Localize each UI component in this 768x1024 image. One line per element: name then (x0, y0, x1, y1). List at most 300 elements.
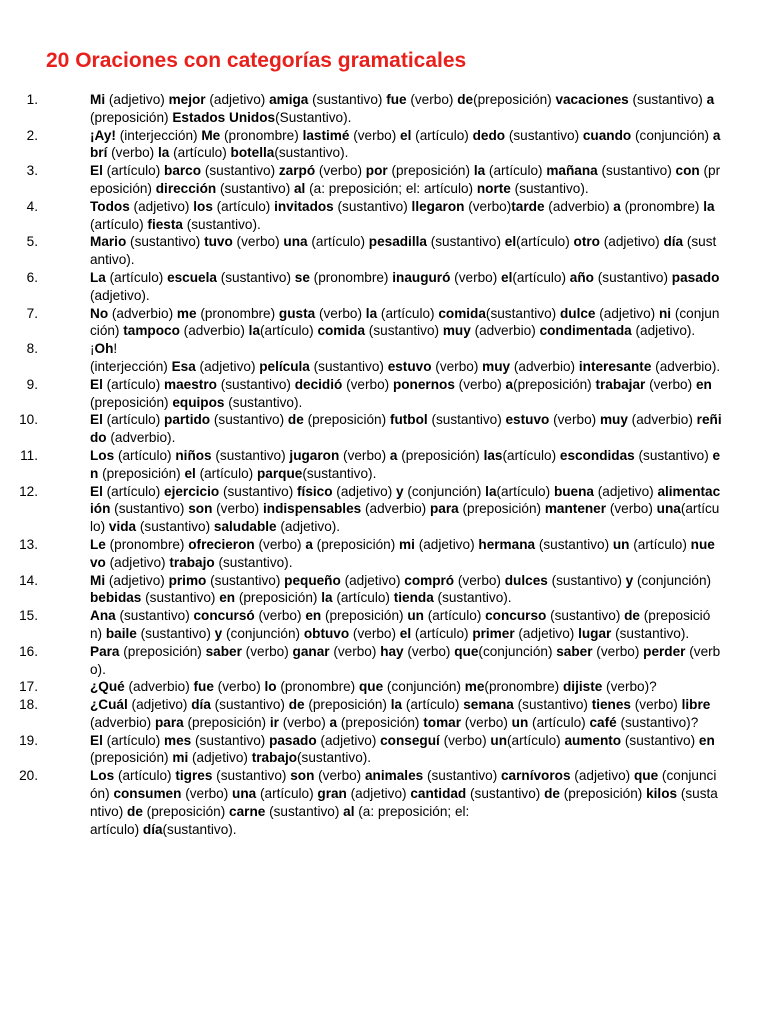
word: me (176, 305, 197, 321)
word: Me (201, 127, 221, 143)
category: (conjunción) (383, 679, 465, 695)
category: (verbo) (403, 643, 455, 659)
word: cantidad (410, 786, 467, 802)
sentence-item (0, 678, 722, 696)
category: (pronombre) (220, 127, 303, 143)
word: mes (164, 732, 192, 748)
word: Ana (90, 608, 116, 624)
category: (adjetivo) (595, 305, 659, 321)
word: la (158, 145, 170, 161)
word: la (390, 697, 403, 713)
category: (sustantivo) (141, 590, 220, 606)
category: (artículo) (516, 234, 574, 250)
category: (preposición) (321, 608, 408, 624)
word: y (396, 483, 404, 499)
word: llegaron (411, 198, 465, 214)
category: (verbo) (606, 501, 657, 517)
sentence-number: 13 . (19, 536, 38, 554)
word: dijiste (563, 679, 603, 695)
word: a (329, 714, 338, 730)
word: concurso (485, 608, 547, 624)
word: ejercicio (164, 483, 220, 499)
sentence-item (0, 483, 722, 536)
word: un (612, 536, 630, 552)
sentence-number: 7 . (27, 305, 38, 323)
word: ni (658, 305, 672, 321)
category: (verbo) (342, 376, 393, 392)
word: amiga (269, 92, 309, 107)
category: (preposición) (90, 394, 173, 410)
sentence-item (0, 732, 722, 768)
category: (sustantivo) (546, 608, 625, 624)
category: (verbo) (254, 536, 306, 552)
category: (verbo) (630, 697, 682, 713)
word: condimentada (539, 323, 632, 339)
category: (sustantivo) (211, 447, 290, 463)
word: trabajo (251, 750, 298, 766)
word: gran (317, 786, 347, 802)
category: (artículo) (90, 501, 720, 535)
word: a (505, 376, 514, 392)
word: primo (168, 572, 207, 588)
category: (verbo) (107, 145, 158, 161)
category: (sustantivo) (308, 92, 387, 107)
word: la (485, 483, 497, 499)
word: son (290, 768, 315, 784)
word: a (305, 536, 313, 552)
sentence-item (0, 198, 722, 234)
category: (artículo) (496, 483, 554, 499)
word: de (624, 608, 640, 624)
word: cuando (582, 127, 632, 143)
sentence-number: 20 . (19, 767, 38, 785)
category: (artículo) (212, 198, 275, 214)
word: se (294, 269, 310, 285)
category: (sustantivo). (224, 394, 303, 410)
sentence-list (0, 91, 768, 838)
word: día (191, 697, 211, 713)
category: (artículo) (256, 786, 318, 802)
category: (sustantivo) (115, 608, 194, 624)
word: a (389, 447, 398, 463)
word: día (142, 821, 163, 837)
word: barco (164, 163, 202, 179)
word: pesadilla (368, 234, 427, 250)
word: estuvo (505, 412, 550, 428)
word: ¿Cuál (90, 697, 128, 713)
category: (adverbio). (651, 358, 721, 374)
word: libre (681, 697, 711, 713)
word: me (464, 679, 485, 695)
word: El (90, 732, 103, 748)
category: (artículo) (102, 732, 165, 748)
category: (verbo) (464, 198, 512, 214)
category: (sustantivo)? (616, 714, 699, 730)
word: tienes (591, 697, 631, 713)
category: (preposición) (473, 92, 556, 107)
category: (verbo) (329, 643, 381, 659)
category: (adjetivo). (276, 519, 341, 535)
category: (adjetivo) (205, 92, 270, 107)
category: (sustantivo). (90, 234, 717, 268)
category: (sustantivo) (535, 536, 613, 552)
category: (artículo) (528, 714, 590, 730)
category: (sustantivo) (597, 163, 676, 179)
category: (sustantivo) (547, 572, 626, 588)
word: hay (380, 643, 404, 659)
category: (verbo) (339, 447, 390, 463)
category: (verbo) (549, 412, 600, 428)
word: aumento (564, 732, 622, 748)
category: (adverbio) (510, 358, 579, 374)
category: (preposición) (397, 447, 484, 463)
word: y (625, 572, 634, 588)
category: (verbo) (461, 714, 512, 730)
word: perder (643, 643, 686, 659)
word: pequeño (284, 572, 341, 588)
word: mañana (546, 163, 598, 179)
category: (sustantivo) (466, 786, 545, 802)
category: (sustantivo) (212, 768, 291, 784)
word: interesante (578, 358, 652, 374)
category: (adjetivo) (188, 750, 252, 766)
word: fue (386, 92, 407, 107)
word: en (305, 608, 322, 624)
word: al (343, 803, 355, 819)
word: el (504, 234, 517, 250)
category: (conjunción) (90, 768, 717, 802)
category: (artículo) (169, 145, 231, 161)
word: reñido (90, 412, 722, 446)
category: (sustantivo) (593, 269, 672, 285)
sentence-number: 14 . (19, 572, 38, 590)
word: primer (472, 625, 515, 641)
category: (adverbio) (124, 679, 194, 695)
word: El (90, 483, 103, 499)
word: muy (442, 323, 471, 339)
category: (artículo) (195, 465, 257, 481)
category: (sustantivo) (201, 163, 279, 179)
category: (artículo) (485, 163, 547, 179)
category: (interjección) (90, 358, 172, 374)
category: (adjetivo) (105, 572, 169, 588)
category: (adverbio) (90, 714, 155, 730)
word: carne (229, 803, 266, 819)
word: El (90, 412, 103, 428)
category: (artículo) (307, 234, 369, 250)
sentence-item (0, 305, 722, 341)
word: que (454, 643, 479, 659)
word: consumen (113, 786, 182, 802)
category: (adjetivo) (195, 358, 260, 374)
word: Mi (90, 92, 106, 107)
category: (sustantivo). (274, 145, 349, 161)
category: (sustantivo) (216, 180, 294, 196)
word: No (90, 305, 109, 321)
category: (conjunción) (222, 625, 304, 641)
category: (sustantivo). (297, 750, 372, 766)
category: (adverbio) (361, 501, 430, 517)
category: (sustantivo) (110, 501, 189, 517)
category: (interjección) (115, 127, 202, 143)
category: (adjetivo) (599, 234, 664, 250)
word: el (399, 625, 412, 641)
category: (verbo) (314, 768, 365, 784)
sentence-number: 11 . (20, 447, 38, 465)
word: norte (476, 180, 511, 196)
word: dedo (472, 127, 506, 143)
sentence-number: 12 . (19, 483, 38, 501)
word: zarpó (278, 163, 316, 179)
word: lo (264, 679, 277, 695)
category: (preposición) (235, 590, 322, 606)
word: tarde (511, 198, 545, 214)
word: Esa (171, 358, 196, 374)
category: (sustantivo) (216, 376, 295, 392)
category: (artículo) (502, 447, 560, 463)
word: kilos (646, 786, 678, 802)
word: los (193, 198, 213, 214)
category: (sustantivo) (136, 625, 215, 641)
word: que (633, 768, 659, 784)
word: El (90, 376, 103, 392)
category: (verbo). (90, 643, 721, 677)
word: vida (108, 519, 137, 535)
category: (artículo) (102, 163, 165, 179)
sentence-number: 5 . (27, 233, 38, 251)
category: (pronombre) (196, 305, 279, 321)
category: (adjetivo) (332, 483, 396, 499)
word: nuevo (90, 536, 715, 570)
category: (artículo) (423, 608, 486, 624)
word: Oh (94, 341, 114, 357)
sentence-item (0, 607, 722, 643)
word: otro (573, 234, 600, 250)
word: la (703, 198, 715, 214)
category: (sustantivo) (426, 234, 505, 250)
word: bebidas (90, 590, 142, 606)
category: (verbo) (431, 358, 483, 374)
word: una (283, 234, 308, 250)
word: las (483, 447, 503, 463)
word: indispensables (263, 501, 362, 517)
word: mantener (544, 501, 607, 517)
sentence-item (0, 233, 722, 269)
category: (preposición) (303, 412, 390, 428)
word: niños (175, 447, 212, 463)
word: carnívoros (501, 768, 571, 784)
category: (sustantivo) (136, 519, 214, 535)
word: son (188, 501, 213, 517)
sentence-item (0, 269, 722, 305)
category: (artículo) (102, 376, 165, 392)
category: (adjetivo) (593, 483, 658, 499)
category: (adjetivo) (316, 732, 381, 748)
word: equipos (172, 394, 225, 410)
word: ponernos (392, 376, 455, 392)
word: al (294, 180, 306, 196)
word: y (214, 625, 223, 641)
category: (artículo) (411, 625, 473, 641)
word: parque (256, 465, 303, 481)
word: para (154, 714, 184, 730)
category: (sustantivo) (219, 483, 298, 499)
word: alimentación (90, 483, 721, 517)
category: (conjunción) (478, 643, 557, 659)
category: (a: preposición; el: artículo) (305, 180, 477, 196)
category: (sustantivo) (427, 412, 506, 428)
sentence-item (0, 447, 722, 483)
category: (pronombre) (484, 679, 563, 695)
word: Los (90, 447, 115, 463)
category: (verbo) (439, 732, 491, 748)
word: una (656, 501, 681, 517)
word: tuvo (204, 234, 233, 250)
category: (sustantivo) (206, 572, 285, 588)
category: (artículo) (411, 127, 473, 143)
word: compró (404, 572, 455, 588)
category: (verbo) (254, 608, 306, 624)
category: (conjunción) (633, 572, 712, 588)
word: físico (297, 483, 333, 499)
category: (artículo) (377, 305, 439, 321)
word: un (490, 732, 508, 748)
category: (preposición) (90, 750, 173, 766)
category: ! (113, 341, 118, 357)
category: (sustantivo). (302, 465, 377, 481)
category: (adjetivo). (631, 323, 696, 339)
word: escondidas (559, 447, 635, 463)
sentence-number: 16 . (19, 643, 38, 661)
word: comida (317, 323, 366, 339)
category: (preposición) (90, 163, 721, 196)
word: muy (599, 412, 628, 428)
category: (sustantivo) (191, 732, 270, 748)
sentence-number: 1 . (27, 91, 38, 109)
category: (adjetivo) (414, 536, 479, 552)
category: (sustantivo) (333, 198, 412, 214)
word: ir (269, 714, 279, 730)
category: (verbo) (213, 679, 265, 695)
category: (sustantivo). (510, 180, 589, 196)
category: (sustantivo) (423, 768, 501, 784)
category: (preposición) (513, 376, 596, 392)
category: (sustantivo) (210, 697, 289, 713)
word: el (501, 269, 513, 285)
word: Mi (90, 572, 106, 588)
word: en (698, 732, 715, 748)
category: (artículo) (332, 590, 394, 606)
word: un (511, 714, 529, 730)
category: (artículo) (629, 536, 691, 552)
word: baile (105, 625, 137, 641)
word: buena (553, 483, 594, 499)
category: (pronombre) (276, 679, 359, 695)
category: (artículo) (102, 483, 165, 499)
word: botella (230, 145, 275, 161)
category: (adjetivo) (570, 768, 634, 784)
word: semana (463, 697, 514, 713)
word: El (90, 163, 103, 179)
category: (adverbio) (108, 305, 177, 321)
word: tampoco (123, 323, 180, 339)
category: artículo) (90, 821, 143, 837)
word: de (457, 92, 474, 107)
word: en (695, 376, 712, 392)
word: tomar (423, 714, 462, 730)
word: saber (205, 643, 242, 659)
category: (verbo) (349, 625, 400, 641)
category: (verbo) (232, 234, 284, 250)
word: a (706, 92, 715, 107)
word: la (248, 323, 261, 339)
word: año (569, 269, 594, 285)
sentence-number: 6 . (27, 269, 38, 287)
sentence-item (0, 643, 722, 679)
category: (pronombre) (620, 198, 704, 214)
word: hermana (478, 536, 536, 552)
category: (preposición) (142, 803, 230, 819)
sentence-number: 8 . (27, 340, 38, 358)
category: (adjetivo) (105, 92, 169, 107)
category: (preposición) (337, 714, 424, 730)
word: saber (556, 643, 593, 659)
word: ganar (292, 643, 330, 659)
word: mi (172, 750, 189, 766)
category: (adjetivo) (346, 786, 411, 802)
category: (artículo) (512, 269, 570, 285)
category: (preposición) (183, 714, 270, 730)
word: fue (193, 679, 214, 695)
word: dirección (155, 180, 217, 196)
category: (conjunción) (631, 127, 713, 143)
category: (verbo) (181, 786, 233, 802)
word: gusta (278, 305, 316, 321)
word: la (473, 163, 486, 179)
category: (verbo) (315, 163, 366, 179)
word: animales (365, 768, 424, 784)
sentence-number: 17 . (19, 678, 38, 696)
sentence-item (0, 767, 722, 838)
category: (artículo) (402, 697, 464, 713)
sentence-item (0, 127, 722, 163)
word: película (259, 358, 310, 374)
word: mejor (168, 92, 206, 107)
word: un (407, 608, 424, 624)
word: para (429, 501, 459, 517)
category: (preposición) (559, 786, 647, 802)
word: Para (90, 643, 120, 659)
word: jugaron (289, 447, 340, 463)
category: (adjetivo) (340, 572, 405, 588)
word: partido (164, 412, 211, 428)
category: (artículo) (114, 447, 176, 463)
word: trabajar (595, 376, 646, 392)
word: concursó (193, 608, 255, 624)
category: (sustantivo) (634, 447, 713, 463)
category: (preposición) (119, 643, 206, 659)
word: con (675, 163, 700, 179)
category: (artículo) (90, 216, 148, 232)
word: Los (90, 768, 115, 784)
word: ofrecieron (188, 536, 255, 552)
category: (preposición) (98, 465, 185, 481)
word: que (358, 679, 384, 695)
category: (verbo) (450, 269, 502, 285)
category: (preposición) (312, 536, 400, 552)
category: (artículo) (105, 269, 168, 285)
category: (a: preposición; el: (354, 803, 470, 819)
